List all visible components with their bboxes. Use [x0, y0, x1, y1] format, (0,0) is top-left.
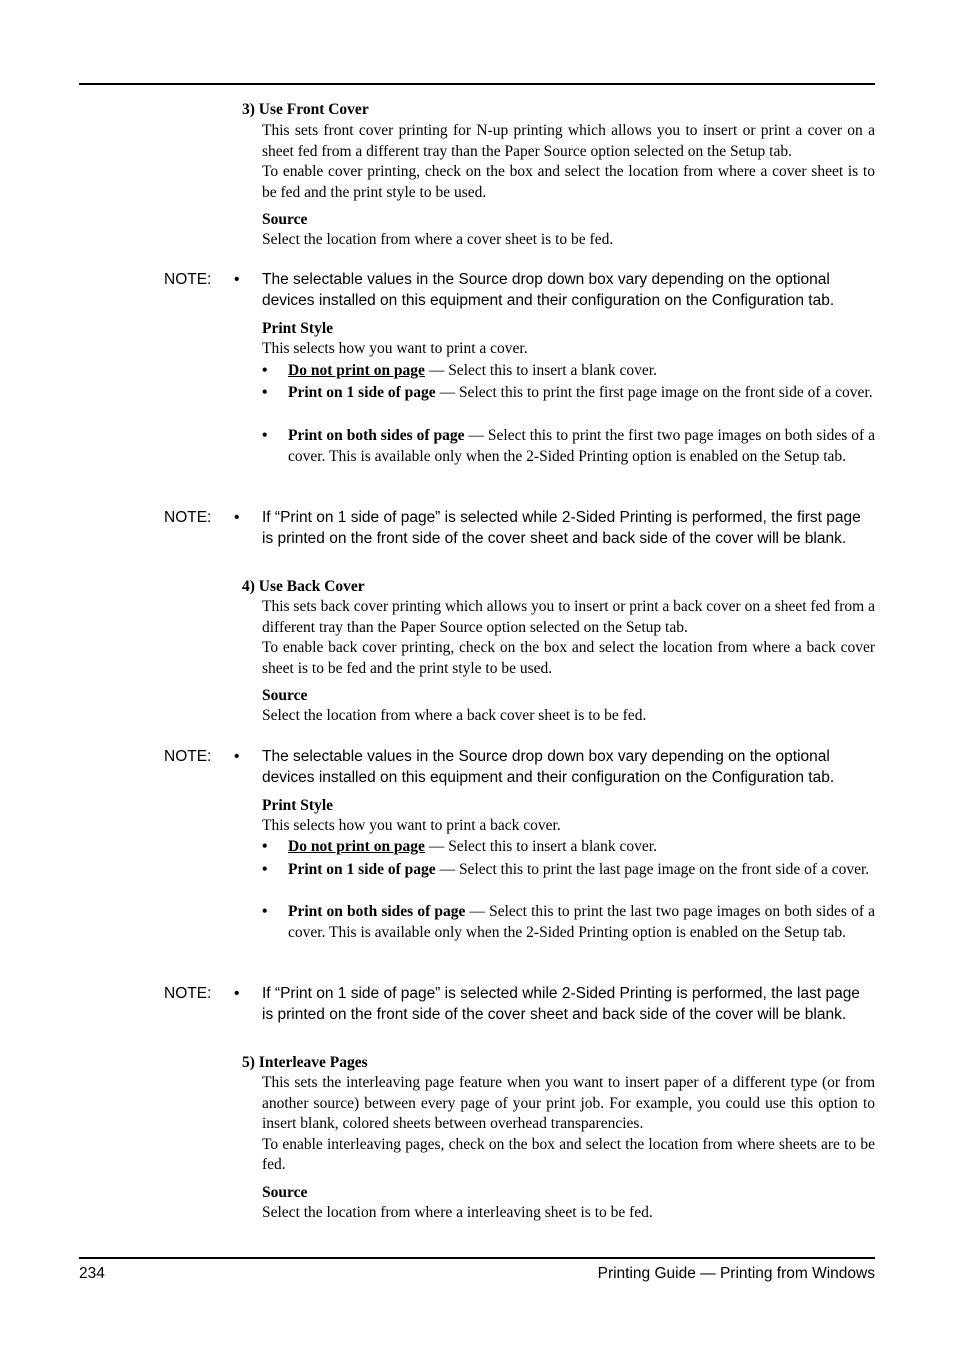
paragraph: This sets front cover printing for N-up printing which allows you to insert or print a cover on a sheet fed from a different tray than the Paper Source option selected on the Setup tab.	[262, 122, 875, 160]
source-text: Select the location from where a cover sheet is to be fed.	[262, 231, 614, 248]
note-text: If “Print on 1 side of page” is selected while 2-Sided Printing is performed, the last page is printed on the front side of the cover sheet and back side of the cover will be blank.	[262, 985, 860, 1023]
bullet-icon: •	[234, 985, 240, 1002]
list-term: Do not print on page	[288, 362, 425, 379]
interleave-description	[262, 1073, 875, 1176]
bullet-icon: •	[234, 509, 240, 526]
bullet-icon: •	[234, 748, 240, 765]
list-item	[288, 383, 875, 404]
print-style-heading: Print Style	[262, 797, 334, 814]
list-term: Print on both sides of page	[288, 903, 466, 920]
bullet-icon: •	[262, 427, 268, 444]
paragraph: To enable cover printing, check on the box and select the location from where a cover sheet is to be fed and the print style to be used.	[262, 163, 875, 201]
footer-rule	[79, 1257, 875, 1259]
list-desc: — Select this to print the last two page images on both sides of a cover. This is available only when the 2-Sided Printing option is enabled on the Setup tab.	[288, 903, 875, 941]
list-desc: — Select this to insert a blank cover.	[424, 362, 657, 379]
source-text: Select the location from where a back cover sheet is to be fed.	[262, 707, 647, 724]
section-heading-back-cover: 4) Use Back Cover	[242, 578, 365, 595]
bullet-icon: •	[262, 838, 268, 855]
list-item	[288, 902, 875, 943]
note-label: NOTE:	[164, 271, 212, 288]
bullet-icon: •	[262, 861, 268, 878]
list-item	[288, 361, 875, 382]
paragraph: To enable back cover printing, check on the box and select the location from where a back cover sheet is to be fed and the print style to be used.	[262, 639, 875, 677]
list-desc: — Select this to print the first page image on the front side of a cover.	[435, 384, 873, 401]
back-cover-description	[262, 597, 875, 679]
note-text: If “Print on 1 side of page” is selected while 2-Sided Printing is performed, the first page is printed on the front side of the cover sheet and back side of the cover will be blank.	[262, 509, 861, 547]
note-text: The selectable values in the Source drop down box vary depending on the optional devices installed on this equipment and their configuration on the Configuration tab.	[262, 748, 835, 786]
front-cover-description	[262, 121, 875, 203]
paragraph: This sets back cover printing which allows you to insert or print a back cover on a sheet fed from a different tray than the Paper Source option selected on the Setup tab.	[262, 598, 875, 636]
list-term: Print on 1 side of page	[288, 861, 436, 878]
list-item	[288, 837, 875, 858]
note-label: NOTE:	[164, 985, 212, 1002]
list-desc: — Select this to print the last page image on the front side of a cover.	[435, 861, 870, 878]
bullet-icon: •	[234, 271, 240, 288]
print-style-text: This selects how you want to print a cover.	[262, 340, 528, 357]
header-rule	[79, 83, 875, 85]
paragraph: This sets the interleaving page feature when you want to insert paper of a different type (or from another source) between every page of your print job. For example, you could use this option to insert blank, colored sheets between overhead transparencies.	[262, 1074, 875, 1132]
list-desc: — Select this to print the first two page images on both sides of a cover. This is available only when the 2-Sided Printing option is enabled on the Setup tab.	[288, 427, 876, 465]
bullet-icon: •	[262, 903, 268, 920]
bullet-icon: •	[262, 362, 268, 379]
section-heading-interleave-pages: 5) Interleave Pages	[242, 1054, 368, 1071]
bullet-icon: •	[262, 384, 268, 401]
list-term: Print on 1 side of page	[288, 384, 436, 401]
footer-title: Printing Guide — Printing from Windows	[597, 1265, 875, 1282]
print-style-text: This selects how you want to print a back cover.	[262, 817, 561, 834]
list-desc: — Select this to insert a blank cover.	[424, 838, 657, 855]
source-text: Select the location from where a interleaving sheet is to be fed.	[262, 1204, 653, 1221]
list-term: Do not print on page	[288, 838, 425, 855]
source-heading: Source	[262, 687, 308, 704]
print-style-heading: Print Style	[262, 320, 334, 337]
list-item	[288, 426, 875, 467]
list-item	[288, 860, 875, 881]
source-heading: Source	[262, 1184, 308, 1201]
note-label: NOTE:	[164, 509, 212, 526]
page-number: 234	[79, 1265, 105, 1282]
note-label: NOTE:	[164, 748, 212, 765]
list-term: Print on both sides of page	[288, 427, 465, 444]
paragraph: To enable interleaving pages, check on the box and select the location from where sheets are to be fed.	[262, 1135, 875, 1173]
source-heading: Source	[262, 211, 308, 228]
section-heading-front-cover: 3) Use Front Cover	[242, 101, 369, 118]
note-text: The selectable values in the Source drop down box vary depending on the optional devices installed on this equipment and their configuration on the Configuration tab.	[262, 271, 835, 309]
